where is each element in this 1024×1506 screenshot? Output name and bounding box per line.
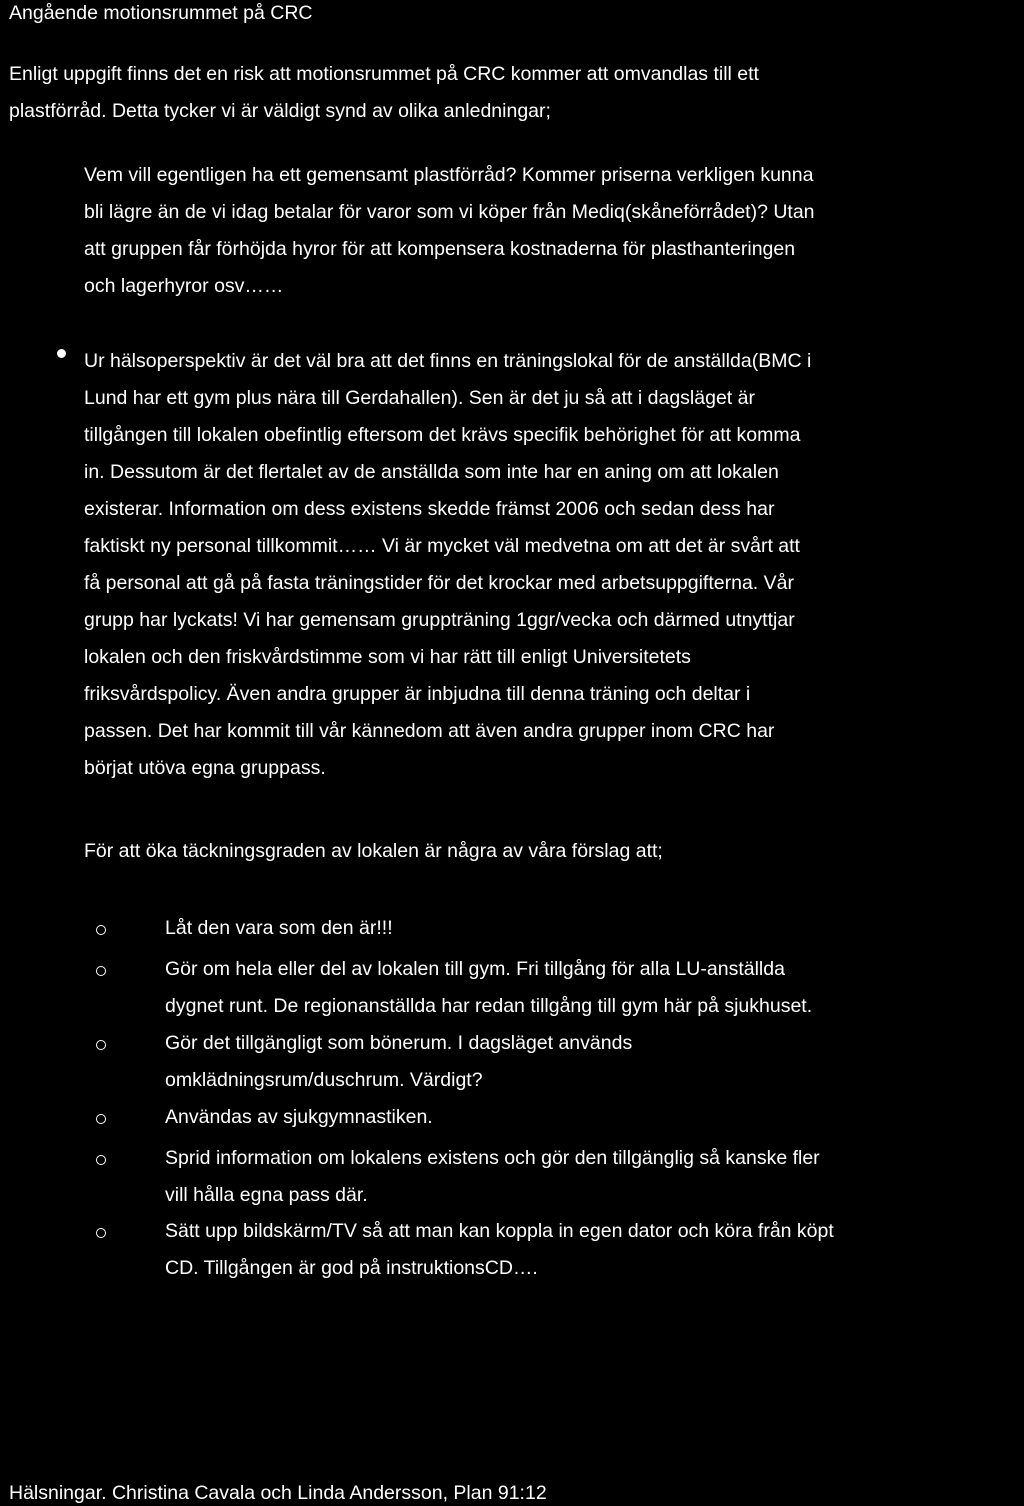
circle-bullet-icon [96,1114,106,1124]
paragraph-line: bli lägre än de vi idag betalar för varor som vi köper från Mediq(skåneförrådet)? Utan [84,201,815,223]
paragraph-line: att gruppen får förhöjda hyror för att kompensera kostnaderna för plasthanteringen [84,238,796,260]
bullet-line: existerar. Information om dess existens skedde främst 2006 och sedan dess har [84,498,775,520]
proposal-line: Användas av sjukgymnastiken. [165,1106,433,1128]
proposal-intro: För att öka täckningsgraden av lokalen är några av våra förslag att; [84,840,663,862]
proposal-line: Gör det tillgängligt som bönerum. I dagsläget används [165,1032,633,1054]
intro-line: Enligt uppgift finns det en risk att motionsrummet på CRC kommer att omvandlas till ett [9,63,759,85]
proposal-line: CD. Tillgången är god på instruktionsCD…. [165,1257,538,1279]
proposal-line: Sprid information om lokalens existens och gör den tillgänglig så kanske fler [165,1147,820,1169]
signature: Hälsningar. Christina Cavala och Linda Andersson, Plan 91:12 [9,1482,547,1504]
bullet-line: in. Dessutom är det flertalet av de anställda som inte har en aning om att lokalen [84,461,779,483]
bullet-line: Ur hälsoperspektiv är det väl bra att det finns en träningslokal för de anställda(BMC i [84,350,812,372]
circle-bullet-icon [96,1040,106,1050]
circle-bullet-icon [96,1155,106,1165]
proposal-line: Sätt upp bildskärm/TV så att man kan koppla in egen dator och köra från köpt [165,1220,834,1242]
bullet-line: Lund har ett gym plus nära till Gerdahallen). Sen är det ju så att i dagsläget är [84,387,755,409]
proposal-line: Låt den vara som den är!!! [165,917,393,939]
intro-line: plastförråd. Detta tycker vi är väldigt synd av olika anledningar; [9,100,551,122]
paragraph-line: Vem vill egentligen ha ett gemensamt plastförråd? Kommer priserna verkligen kunna [84,164,814,186]
document-title: Angående motionsrummet på CRC [9,2,313,24]
bullet-icon [57,349,66,358]
paragraph-line: och lagerhyror osv…… [84,275,284,297]
proposal-line: omklädningsrum/duschrum. Värdigt? [165,1069,483,1091]
circle-bullet-icon [96,1228,106,1238]
proposal-line: dygnet runt. De regionanställda har redan tillgång till gym här på sjukhuset. [165,995,813,1017]
bullet-line: tillgången till lokalen obefintlig eftersom det krävs specifik behörighet för att komma [84,424,801,446]
bullet-line: passen. Det har kommit till vår kännedom att även andra grupper inom CRC har [84,720,775,742]
bullet-line: grupp har lyckats! Vi har gemensam gruppträning 1ggr/vecka och därmed utnyttjar [84,609,795,631]
proposal-line: Gör om hela eller del av lokalen till gym. Fri tillgång för alla LU-anställda [165,958,785,980]
bullet-line: lokalen och den friskvårdstimme som vi har rätt till enligt Universitetets [84,646,691,668]
proposal-line: vill hålla egna pass där. [165,1184,368,1206]
bullet-line: faktiskt ny personal tillkommit…… Vi är mycket väl medvetna om att det är svårt att [84,535,800,557]
bullet-line: få personal att gå på fasta träningstider för det krockar med arbetsuppgifterna. Vår [84,572,794,594]
circle-bullet-icon [96,966,106,976]
circle-bullet-icon [96,925,106,935]
bullet-line: börjat utöva egna gruppass. [84,757,326,779]
bullet-line: friksvårdspolicy. Även andra grupper är inbjudna till denna träning och deltar i [84,683,751,705]
